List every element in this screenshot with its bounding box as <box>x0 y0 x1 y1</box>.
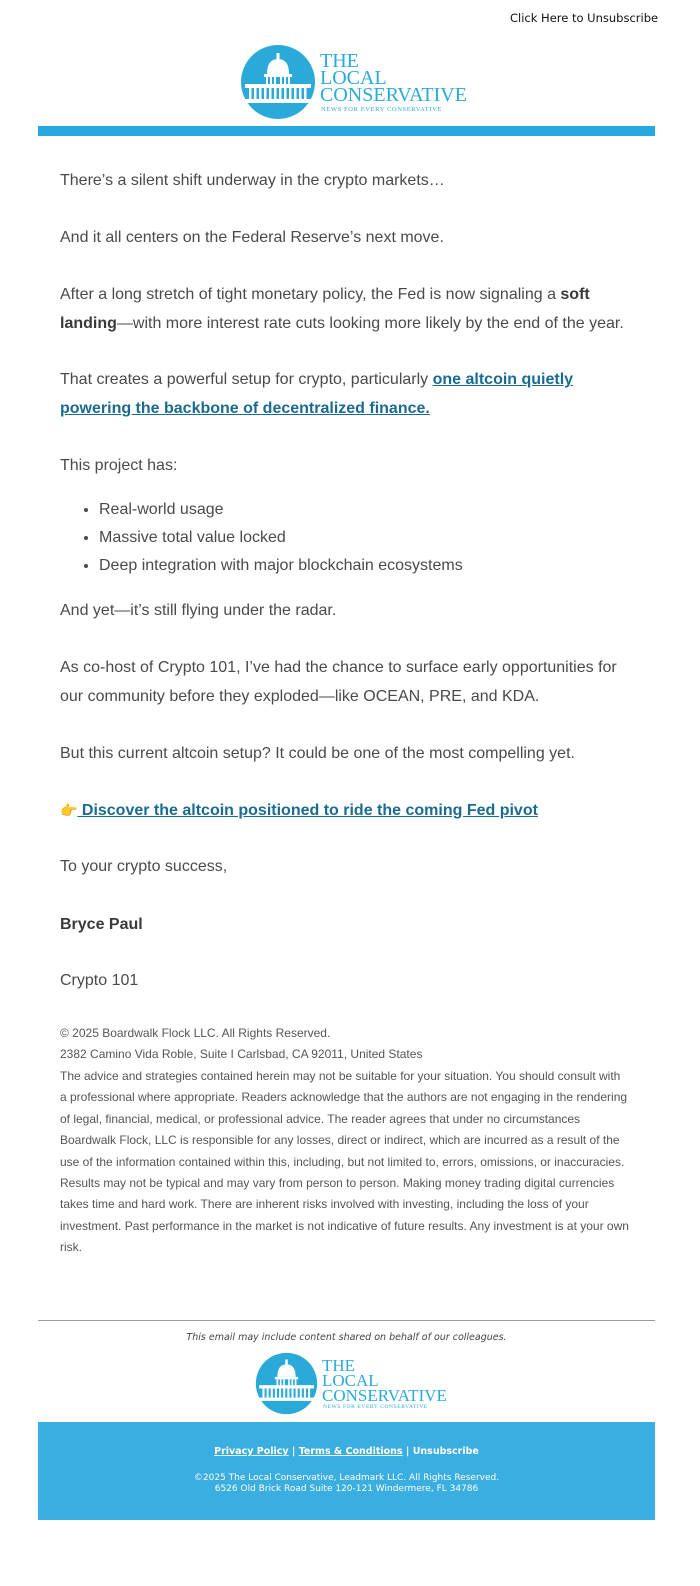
logo-tagline: NEWS FOR EVERY CONSERVATIVE <box>321 106 442 113</box>
logo-line-the: THE <box>322 1356 356 1375</box>
logo-line-local: LOCAL <box>322 1371 379 1390</box>
cta-link[interactable]: Discover the altcoin positioned to ride the coming Fed pivot <box>77 802 538 819</box>
p3-bold: soft landing <box>60 286 590 332</box>
legal-disclaimer-1: The advice and strategies contained herein may not be suitable for your situation. You should consult with a professional where appropriate. Readers acknowledge that the authors are not engaging in the rendering of legal, financial, medical, or professional advice. The reader agrees that under no circumstances Boardwalk Flock, LLC is responsible for any losses, direct or indirect, which are incurred as a result of the use of the information contained within this, including, but not limited to, errors, omissions, or inaccuracies. <box>60 1069 628 1169</box>
colleagues-note: This email may include content shared on behalf of our colleagues. <box>186 1332 507 1343</box>
paragraph-4 <box>60 365 640 423</box>
terms-link[interactable]: Terms & Conditions <box>298 1446 403 1457</box>
link-separator: | <box>291 1446 296 1457</box>
cta-line <box>60 796 640 825</box>
paragraph-8: But this current altcoin setup? It could be one of the most compelling yet. <box>60 745 575 762</box>
signature-name: Bryce Paul <box>60 916 143 933</box>
list-item: • Real-world usage <box>99 496 463 524</box>
unsubscribe-link-footer[interactable]: Unsubscribe <box>412 1446 479 1457</box>
paragraph-6: And yet—it’s still flying under the radar. <box>60 602 337 619</box>
logo-line-the: THE <box>320 50 359 72</box>
list-item: • Massive total value locked <box>99 524 463 552</box>
signature-org: Crypto 101 <box>60 972 139 989</box>
logo-line-local: LOCAL <box>320 67 387 89</box>
privacy-policy-link[interactable]: Privacy Policy <box>214 1446 289 1457</box>
pointing-hand-icon: 👉 <box>60 802 78 818</box>
paragraph-3 <box>60 280 640 338</box>
footer-address: 6526 Old Brick Road Suite 120-121 Windermere, FL 34786 <box>214 1484 479 1494</box>
altcoin-link[interactable]: one altcoin quietly powering the backbone of decentralized finance. <box>60 371 574 417</box>
capitol-logo-icon <box>240 44 316 120</box>
paragraph-1: There’s a silent shift underway in the crypto markets… <box>60 172 445 189</box>
paragraph-5: This project has: <box>60 457 178 474</box>
signoff: To your crypto success, <box>60 858 228 875</box>
footer-divider <box>38 1320 655 1321</box>
logo-line-conservative: CONSERVATIVE <box>322 1386 447 1405</box>
footer-bar <box>38 1422 655 1520</box>
link-separator: | <box>405 1446 410 1457</box>
header-accent-bar <box>38 126 655 136</box>
p4-text: That creates a powerful setup for crypto, particularly <box>60 371 433 388</box>
paragraph-7: As co-host of Crypto 101, I’ve had the chance to surface early opportunities for our community before they exploded—like OCEAN, PRE, and KDA. <box>60 659 617 705</box>
legal-copyright: © 2025 Boardwalk Flock LLC. All Rights Reserved. <box>60 1026 331 1040</box>
logo-tagline: NEWS FOR EVERY CONSERVATIVE <box>323 1404 428 1410</box>
p3-text-a: After a long stretch of tight monetary policy, the Fed is now signaling a <box>60 286 561 303</box>
p3-text-b: —with more interest rate cuts looking more likely by the end of the year. <box>116 315 624 332</box>
feature-list <box>60 496 463 580</box>
logo-line-conservative: CONSERVATIVE <box>320 84 467 106</box>
footer-legal <box>38 1473 655 1495</box>
footer-copyright: ©2025 The Local Conservative, Leadmark LLC. All Rights Reserved. <box>193 1473 500 1483</box>
unsubscribe-link-top[interactable]: Click Here to Unsubscribe <box>510 11 659 25</box>
paragraph-2: And it all centers on the Federal Reserve’s next move. <box>60 229 444 246</box>
footer-logo <box>255 1352 455 1416</box>
capitol-logo-icon <box>255 1352 318 1415</box>
list-item: • Deep integration with major blockchain ecosystems <box>99 552 463 580</box>
footer-links <box>38 1446 655 1457</box>
legal-address: 2382 Camino Vida Roble, Suite I Carlsbad, CA 92011, United States <box>60 1047 423 1061</box>
legal-disclaimer-2: Results may not be typical and may vary from person to person. Making money trading digital currencies takes time and hard work. There are inherent risks involved with investing, including the loss of your investment. Past performance in the market is not indicative of future results. Any investment is at your own risk. <box>60 1176 629 1255</box>
header-logo <box>240 44 470 120</box>
